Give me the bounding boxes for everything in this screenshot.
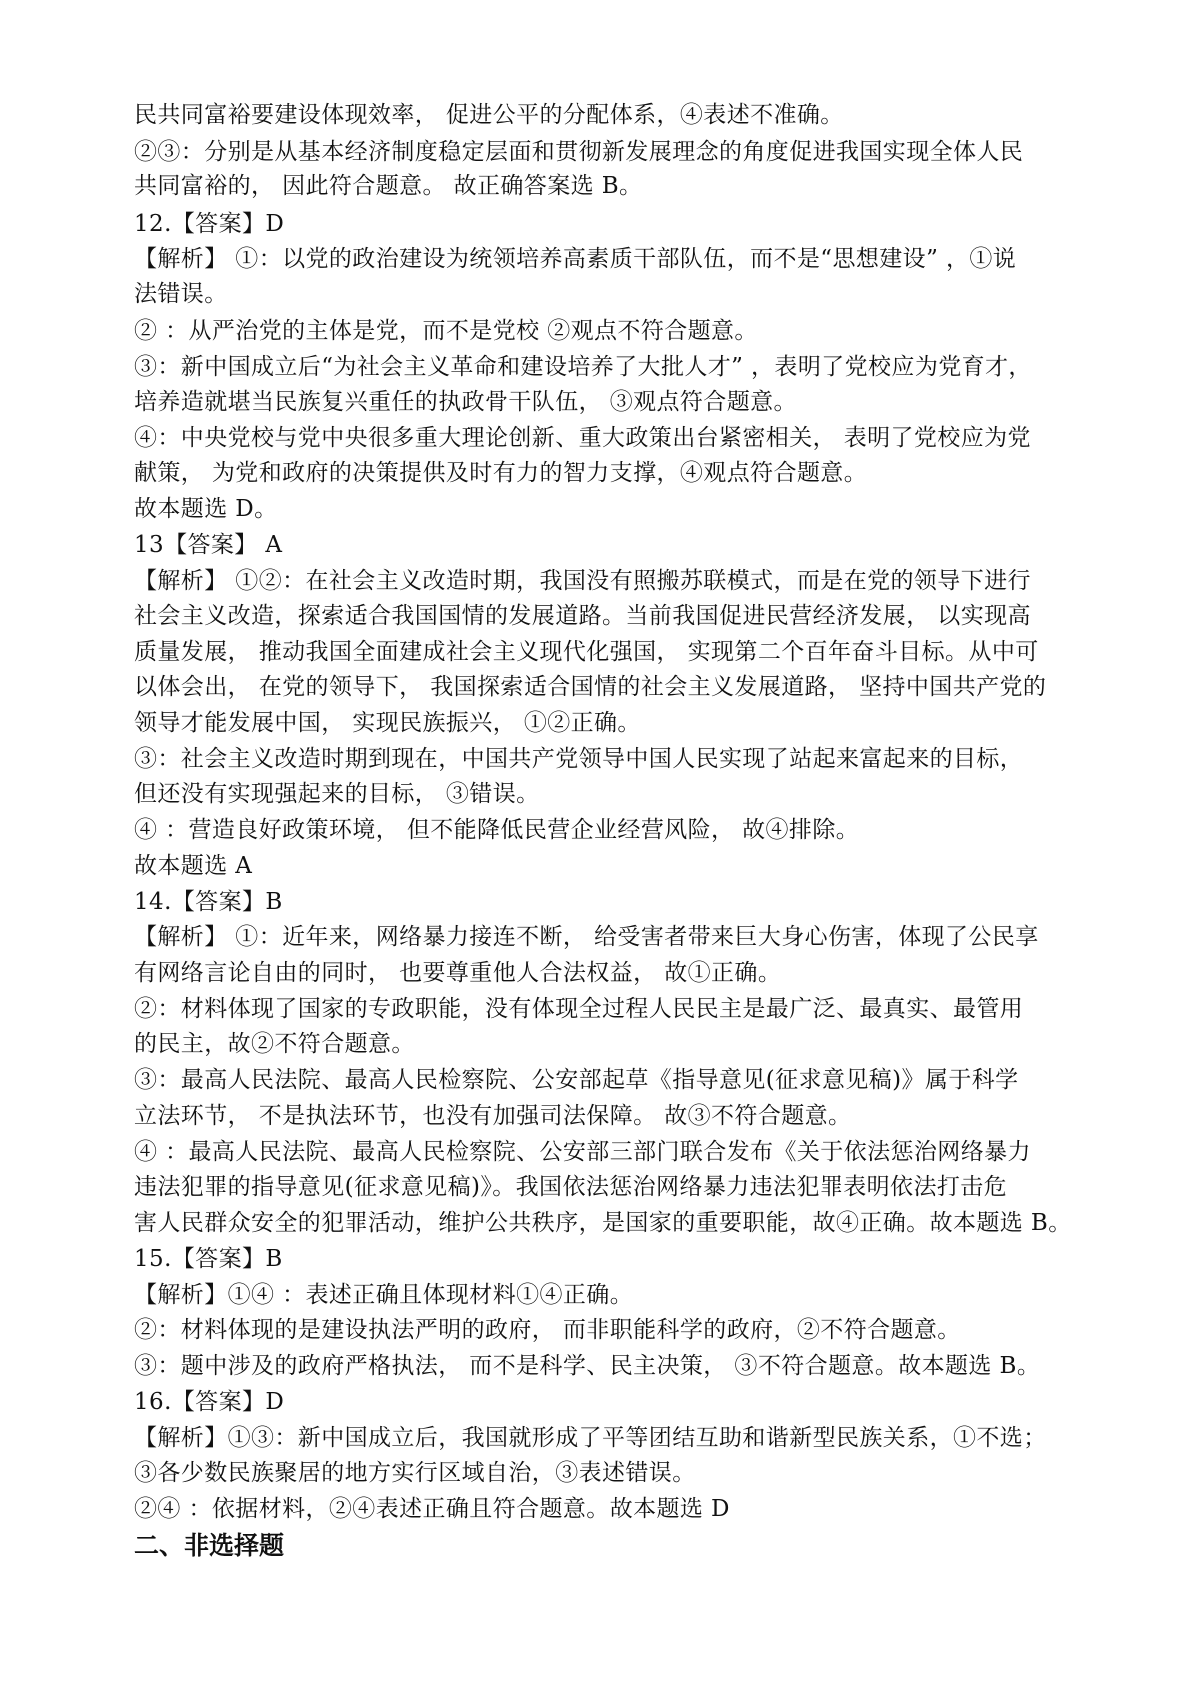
text-line: ③：题中涉及的政府严格执法， 而不是科学、民主决策， ③不符合题意。故本题选 B。 [134,1353,1041,1379]
text-line: 【解析】 ①：以党的政治建设为统领培养高素质干部队伍，而不是“思想建设” ，①说 [134,246,1017,272]
text-line: 16.【答案】D [134,1389,285,1415]
text-line: ③各少数民族聚居的地方实行区域自治，③表述错误。 [134,1460,696,1486]
text-line: 领导才能发展中国， 实现民族振兴， ①②正确。 [134,710,641,736]
text-line: ④ ：最高人民法院、最高人民检察院、公安部三部门联合发布《关于依法惩治网络暴力 [134,1139,1031,1165]
text-line: ④ ：营造良好政策环境， 但不能降低民营企业经营风险， 故④排除。 [134,817,860,843]
text-line: ②③：分别是从基本经济制度稳定层面和贯彻新发展理念的角度促进我国实现全体人民 [134,139,1024,165]
text-line: ②：材料体现了国家的专政职能，没有体现全过程人民民主是最广泛、最真实、最管用 [134,996,1024,1022]
text-line: 故本题选 A [134,853,253,879]
text-line: 14.【答案】B [134,889,283,915]
text-line: 共同富裕的， 因此符合题意。 故正确答案选 B。 [134,173,643,199]
text-line: ③：最高人民法院、最高人民检察院、公安部起草《指导意见(征求意见稿)》属于科学 [134,1067,1019,1093]
text-line: 13【答案】 A [134,532,283,558]
text-line: 的民主，故②不符合题意。 [134,1031,415,1057]
text-line: 社会主义改造，探索适合我国国情的发展道路。当前我国促进民营经济发展， 以实现高 [134,603,1031,629]
text-line: 违法犯罪的指导意见(征求意见稿)》。我国依法惩治网络暴力违法犯罪表明依法打击危 [134,1174,1008,1200]
text-line: 培养造就堪当民族复兴重任的执政骨干队伍， ③观点符合题意。 [134,389,797,415]
text-line: 害人民群众安全的犯罪活动，维护公共秩序，是国家的重要职能，故④正确。故本题选 B。 [134,1210,1072,1236]
text-line: 【解析】 ①：近年来，网络暴力接连不断， 给受害者带来巨大身心伤害，体现了公民享 [134,924,1039,950]
text-line: 12.【答案】D [134,211,285,237]
text-line: 【解析】①③：新中国成立后，我国就形成了平等团结互助和谐新型民族关系，①不选； [134,1425,1047,1451]
text-line: 民共同富裕要建设体现效率， 促进公平的分配体系，④表述不准确。 [134,102,844,128]
text-line: 以体会出， 在党的领导下， 我国探索适合国情的社会主义发展道路， 坚持中国共产党的 [134,674,1047,700]
text-line: 立法环节， 不是执法环节，也没有加强司法保障。 故③不符合题意。 [134,1103,852,1129]
text-line: ③：新中国成立后“为社会主义革命和建设培养了大批人才” ，表明了党校应为党育才， [134,354,1032,380]
text-line: ②④ ：依据材料，②④表述正确且符合题意。故本题选 D [134,1496,730,1522]
text-line: 献策， 为党和政府的决策提供及时有力的智力支撑，④观点符合题意。 [134,460,868,486]
text-line: 【解析】①④ ：表述正确且体现材料①④正确。 [134,1282,634,1308]
text-line: ③：社会主义改造时期到现在，中国共产党领导中国人民实现了站起来富起来的目标， [134,746,1024,772]
text-line: ②：材料体现的是建设执法严明的政府， 而非职能科学的政府，②不符合题意。 [134,1317,961,1343]
text-line: 有网络言论自由的同时， 也要尊重他人合法权益， 故①正确。 [134,960,782,986]
text-line: 但还没有实现强起来的目标， ③错误。 [134,781,540,807]
text-line: ② ：从严治党的主体是党，而不是党校 ②观点不符合题意。 [134,318,758,344]
text-line: 故本题选 D。 [134,496,278,522]
text-line: 15.【答案】B [134,1246,283,1272]
text-line: 【解析】 ①②：在社会主义改造时期，我国没有照搬苏联模式，而是在党的领导下进行 [134,568,1031,594]
text-line: 法错误。 [134,281,228,307]
text-line: ④：中央党校与党中央很多重大理论创新、重大政策出台紧密相关， 表明了党校应为党 [134,425,1031,451]
section-heading: 二、非选择题 [134,1531,285,1560]
text-line: 质量发展， 推动我国全面建成社会主义现代化强国， 实现第二个百年奋斗目标。从中可 [134,639,1039,665]
